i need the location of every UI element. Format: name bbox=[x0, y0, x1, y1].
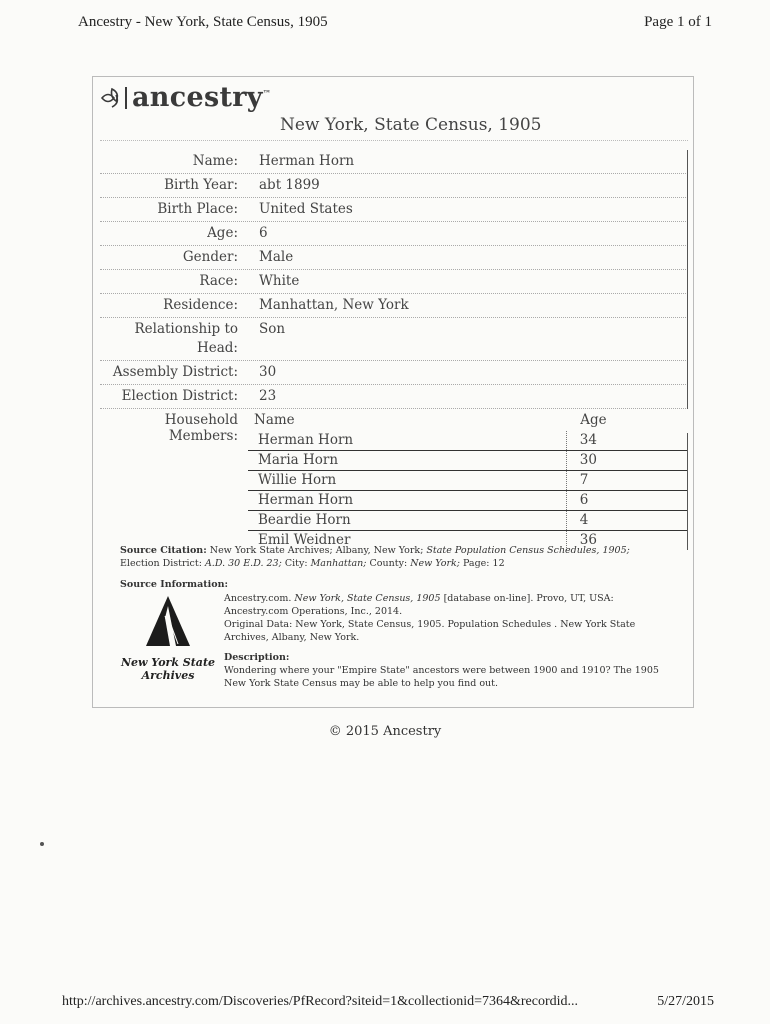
footer-url: http://archives.ancestry.com/Discoveries/PfRecord?siteid=1&collectionid=7364&recordid... bbox=[62, 994, 579, 1009]
member-name: Herman Horn bbox=[248, 491, 566, 511]
field-label: Name: bbox=[192, 153, 238, 169]
field-value: 30 bbox=[259, 364, 277, 380]
field-label: Race: bbox=[199, 273, 238, 289]
field-value: abt 1899 bbox=[259, 177, 320, 193]
household-members bbox=[100, 409, 688, 550]
member-age: 30 bbox=[566, 451, 688, 471]
field-label: Relationship to Head: bbox=[134, 321, 238, 356]
household-col-name: Name bbox=[254, 412, 295, 428]
description-heading: Description: bbox=[224, 652, 290, 663]
scan-artifact bbox=[40, 842, 44, 846]
field-value: Son bbox=[259, 321, 286, 337]
household-right-rule bbox=[687, 433, 688, 550]
member-name: Herman Horn bbox=[248, 431, 566, 451]
field-label: Birth Year: bbox=[164, 177, 238, 193]
field-value: 23 bbox=[259, 388, 277, 404]
household-label: Household Members: bbox=[164, 412, 238, 444]
logo-wordmark: ancestry™ bbox=[132, 82, 272, 113]
citation-page: Page: 12 bbox=[462, 558, 505, 569]
title-divider bbox=[100, 140, 688, 141]
field-election-district bbox=[100, 385, 688, 409]
field-residence bbox=[100, 294, 688, 318]
citation-city-label: City: bbox=[284, 558, 308, 569]
member-age: 7 bbox=[566, 471, 688, 491]
member-age: 36 bbox=[566, 531, 688, 551]
source-information bbox=[224, 592, 669, 644]
table-row bbox=[248, 451, 688, 471]
description bbox=[224, 651, 669, 690]
member-name: Beardie Horn bbox=[248, 511, 566, 531]
field-birth-year bbox=[100, 174, 688, 198]
citation-county-label: County: bbox=[369, 558, 408, 569]
field-value: United States bbox=[259, 201, 353, 217]
field-race bbox=[100, 270, 688, 294]
member-age: 34 bbox=[566, 431, 688, 451]
nysa-logo bbox=[118, 594, 218, 682]
field-assembly-district bbox=[100, 361, 688, 385]
field-value: Male bbox=[259, 249, 294, 265]
field-value: Herman Horn bbox=[259, 153, 355, 169]
nysa-mountain-icon bbox=[118, 594, 218, 650]
citation-district-values: A.D. 30 E.D. 23; bbox=[204, 558, 282, 569]
field-label: Gender: bbox=[182, 249, 238, 265]
field-label: Age: bbox=[207, 225, 238, 241]
household-table bbox=[248, 409, 688, 550]
footer-date: 5/27/2015 bbox=[657, 994, 714, 1009]
nysa-logo-text: New York State Archives bbox=[120, 656, 216, 682]
member-age: 4 bbox=[566, 511, 688, 531]
table-row bbox=[248, 511, 688, 531]
record-fields bbox=[100, 150, 688, 550]
source-citation bbox=[120, 544, 660, 570]
field-label: Assembly District: bbox=[112, 364, 238, 380]
field-label: Birth Place: bbox=[157, 201, 238, 217]
citation-city: Manhattan; bbox=[310, 558, 367, 569]
field-age bbox=[100, 222, 688, 246]
table-row bbox=[248, 431, 688, 451]
source-database: Ancestry.com. New York, State Census, 1905 [database on-line]. Provo, UT, USA: Ancestry.com Operations, Inc., 2014. bbox=[224, 593, 614, 617]
member-name: Maria Horn bbox=[248, 451, 566, 471]
ancestry-leaf-icon bbox=[100, 85, 130, 111]
description-text: Wondering where your "Empire State" ancestors were between 1900 and 1910? The 1905 New York State Census may be able to help you find out. bbox=[224, 665, 659, 689]
table-row bbox=[248, 471, 688, 491]
page-header-title: Ancestry - New York, State Census, 1905 bbox=[78, 14, 328, 30]
source-info-heading: Source Information: bbox=[120, 579, 228, 590]
record-title: New York, State Census, 1905 bbox=[280, 115, 542, 135]
member-age: 6 bbox=[566, 491, 688, 511]
field-birth-place bbox=[100, 198, 688, 222]
citation-label: Source Citation: bbox=[120, 545, 207, 556]
field-gender bbox=[100, 246, 688, 270]
citation-election-label: Election District: bbox=[120, 558, 202, 569]
field-value: Manhattan, New York bbox=[259, 297, 409, 313]
member-name: Willie Horn bbox=[248, 471, 566, 491]
source-original-data: Original Data: New York, State Census, 1905. Population Schedules . New York State Archives, Albany, New York. bbox=[224, 619, 636, 643]
citation-schedules: State Population Census Schedules, 1905; bbox=[426, 545, 630, 556]
field-label: Election District: bbox=[121, 388, 238, 404]
field-relationship bbox=[100, 318, 688, 361]
page-count: Page 1 of 1 bbox=[644, 14, 712, 30]
table-row bbox=[248, 491, 688, 511]
field-value: 6 bbox=[259, 225, 268, 241]
citation-county: New York; bbox=[410, 558, 460, 569]
member-name: Emil Weidner bbox=[258, 532, 351, 548]
copyright: © 2015 Ancestry bbox=[328, 724, 442, 739]
field-value: White bbox=[259, 273, 300, 289]
citation-archives: New York State Archives; Albany, New York; bbox=[209, 545, 424, 556]
field-name bbox=[100, 150, 688, 174]
field-label: Residence: bbox=[163, 297, 238, 313]
household-col-age: Age bbox=[580, 412, 607, 428]
ancestry-logo bbox=[100, 82, 271, 113]
